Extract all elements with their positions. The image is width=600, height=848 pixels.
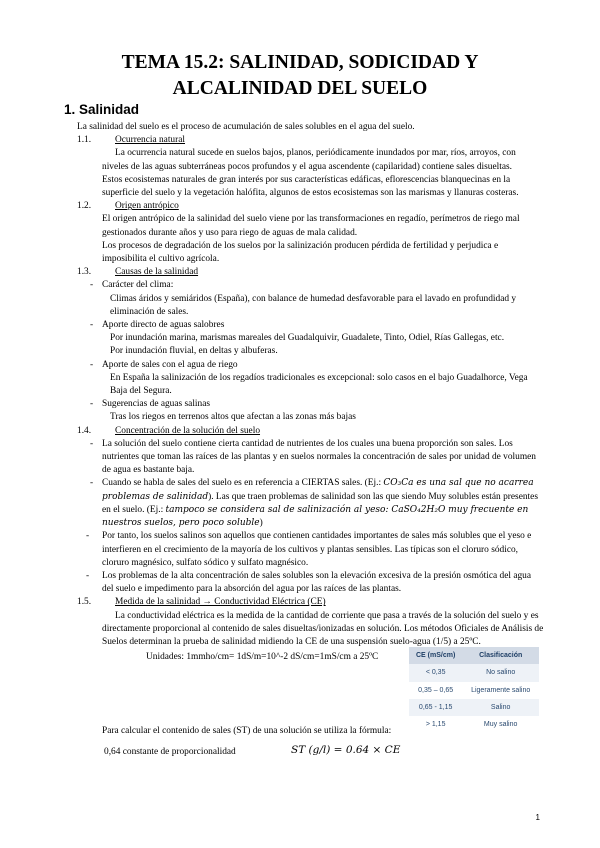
list-item: - Carácter del clima: xyxy=(90,280,174,291)
paragraph: En España la salinización de los regadíos tradicionales es excepcional: solo casos en el bajo Guadalhorce, Vega Baja del Segura. xyxy=(110,372,528,397)
paragraph: Climas áridos y semiáridos (España), con balance de humedad desfavorable para el lavado en profundidad y eliminación de sales. xyxy=(110,293,517,317)
units-text: Unidades: 1mmho/cm= 1dS/m=10^-2 dS/cm=1mS/cm a 25ºC xyxy=(146,652,379,663)
paragraph: Por inundación marina, marismas mareales del Guadalquivir, Guadalete, Tinto, Odiel, Rías Gallegas, etc. xyxy=(110,333,505,344)
table-header: CE (mS/cm) xyxy=(409,647,462,664)
section-intro: La salinidad del suelo es el proceso de acumulación de sales solubles en el agua del suelo. xyxy=(77,122,415,132)
math-example: CO₃Ca es una sal que no acarrea problemas de salinidad xyxy=(102,478,534,502)
math-example: tampoco se considera sal de salinización al yeso: CaSO₄2H₂O muy frecuente en nuestros suelos, pero poco soluble xyxy=(102,504,529,529)
paragraph: El origen antrópico de la salinidad del suelo viene por las transformaciones en regadío, perímetros de riego mal gestionados durante años y uso para riego de aguas de mala calidad. xyxy=(102,214,520,238)
subsection-heading: 1.2. Origen antrópico xyxy=(77,201,179,212)
constant-label: 0,64 constante de proporcionalidad xyxy=(104,747,236,758)
paragraph: Estos ecosistemas naturales de gran interés por sus características edáficas, eflorescencias blanquecinas en la superficie del suelo y la vegetación halófita, algunos de estos ecosistemas son las marismas y llanuras costeras. xyxy=(102,174,519,199)
paragraph: Los procesos de degradación de los suelos por la salinización producen pérdida de fertilidad y perjudica e imposibilita el cultivo agrícola. xyxy=(102,240,499,265)
page-title xyxy=(0,50,600,102)
table-row: > 1,15 Muy salino xyxy=(409,716,539,733)
table-header: Clasificación xyxy=(462,647,539,664)
paragraph: La conductividad eléctrica es la medida de la cantidad de corriente que pasa a través de la solución del suelo y es directamente proporcional al contenido de sales disueltas/ionizadas en solución. Los métodos Oficiales de Análisis de Suelos determinan la prueba de salinidad midiendo la CE de una suspensión suelo-agua (1/5) a 25ºC. xyxy=(102,610,544,647)
list-item: - Aporte directo de aguas salobres xyxy=(90,320,225,331)
section-heading: 1. Salinidad xyxy=(64,102,140,117)
subsection-heading: 1.1. Ocurrencia natural xyxy=(77,135,186,146)
title-line-2: ALCALINIDAD DEL SUELO xyxy=(172,78,428,99)
table-row: 0,65 - 1,15 Salino xyxy=(409,699,539,716)
paragraph: Para calcular el contenido de sales (ST) de una solución se utiliza la fórmula: xyxy=(102,726,392,737)
list-item: - Cuando se habla de sales del suelo es en referencia a CIERTAS sales. (Ej.: CO₃Ca es una sal que no acarrea problemas de salinidad). Las que traen problemas de salinidad son las que siendo Muy solubles están presentes en el suelo. (Ej.: tampoco se considera sal de salinización al yeso: CaSO₄2H₂O muy frecuente en nuestros suelos, pero poco soluble) xyxy=(90,478,538,529)
table-row: < 0,35 No salino xyxy=(409,664,539,681)
salinity-classification-table xyxy=(409,647,539,733)
paragraph: Tras los riegos en terrenos altos que afectan a las zonas más bajas xyxy=(110,412,356,423)
title-line-1: TEMA 15.2: SALINIDAD, SODICIDAD Y xyxy=(121,52,479,73)
page-number: 1 xyxy=(535,813,540,822)
salt-formula: ST (g/l) = 0.64 × CE xyxy=(291,744,401,757)
list-item: - Aporte de sales con el agua de riego xyxy=(90,359,238,370)
document-body xyxy=(64,102,544,762)
paragraph: Por inundación fluvial, en deltas y albuferas. xyxy=(110,346,278,357)
subsection-heading: 1.4. Concentración de la solución del suelo xyxy=(77,425,261,436)
units-and-table xyxy=(64,649,544,728)
list-item: - Por tanto, los suelos salinos son aquellos que contienen cantidades importantes de sales más solubles que el yeso e interfieren en el crecimiento de la mayoría de los cultivos y plantas sensibles. Las típicas son el cloruro sódico, cloruro magnésico, sulfato sódico y sulfato magnésico. xyxy=(86,531,532,568)
table-row: 0,35 – 0,65 Ligeramente salino xyxy=(409,682,539,699)
subsection-heading: 1.3. Causas de la salinidad xyxy=(77,267,199,278)
list-item: - Los problemas de la alta concentración de sales solubles son la elevación excesiva de la presión osmótica del agua del suelo e impedimento para la absorción del agua por las raíces de las plantas. xyxy=(86,570,532,595)
paragraph: La ocurrencia natural sucede en suelos bajos, planos, periódicamente inundados por mar, ríos, arroyos, con niveles de las aguas subterráneas pocos profundos y el agua ascendente (capilaridad) contiene sales disueltas. xyxy=(102,148,516,172)
formula-row xyxy=(64,744,544,762)
list-item: - Sugerencias de aguas salinas xyxy=(90,399,211,410)
subsection-heading: 1.5. Medida de la salinidad → Conductividad Eléctrica (CE) xyxy=(77,597,326,608)
list-item: - La solución del suelo contiene cierta cantidad de nutrientes de los cuales una buena proporción son sales. Los nutrientes que toman las raíces de las plantas y en suelos normales la concentración de sales por unidad de volumen de agua es bastante baja. xyxy=(90,438,536,476)
